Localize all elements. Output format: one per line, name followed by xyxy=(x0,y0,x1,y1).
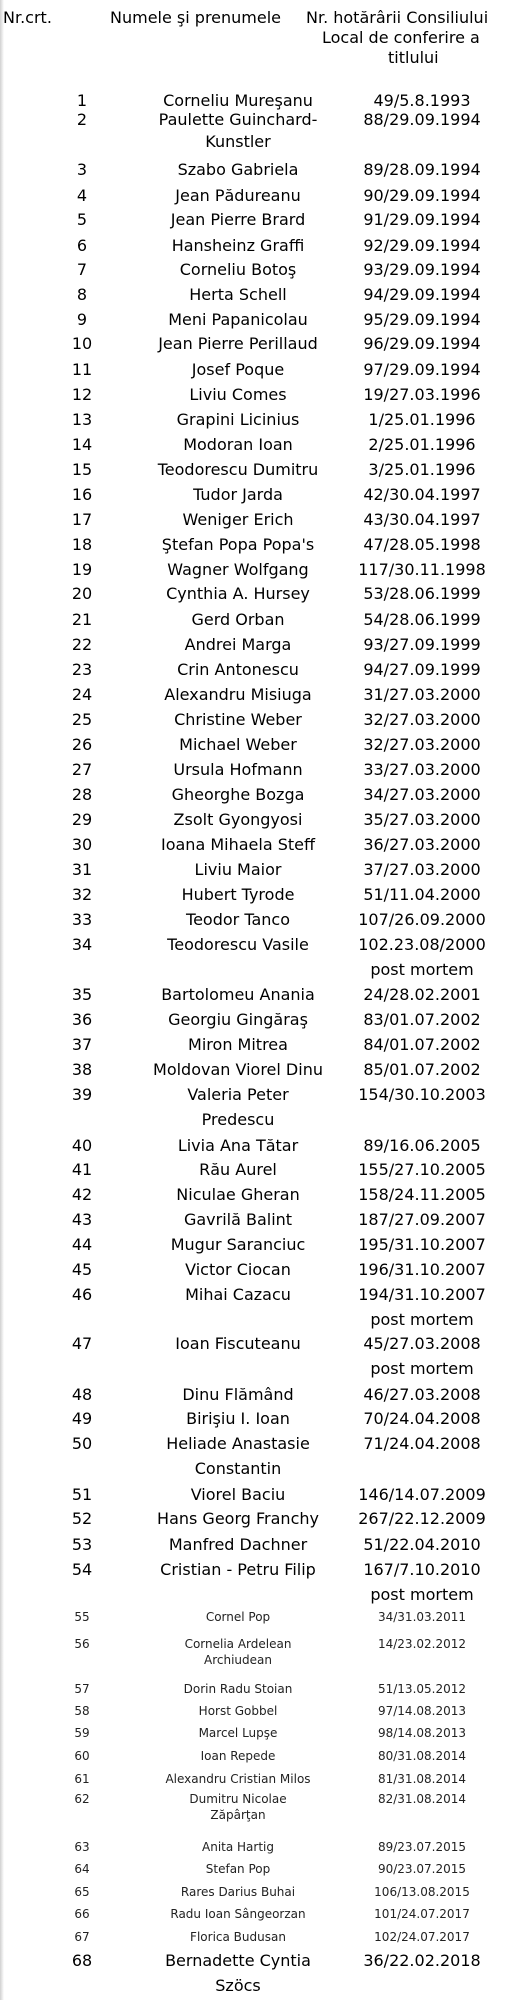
row-decision: 53/28.06.1999 xyxy=(363,584,481,603)
row-name: Alexandru Misiuga xyxy=(164,685,312,704)
row-nr: 62 xyxy=(74,1792,90,1806)
row-name: Meni Papanicolau xyxy=(168,310,308,329)
row-name: Jean Pierre Perillaud xyxy=(158,334,318,353)
row-name: Teodor Tanco xyxy=(186,910,290,929)
row-nr: 19 xyxy=(71,560,93,579)
row-decision: 95/29.09.1994 xyxy=(363,310,481,329)
row-decision-note: post mortem xyxy=(370,1310,474,1329)
row-name: Josef Poque xyxy=(191,360,285,379)
row-name: Liviu Maior xyxy=(194,860,282,879)
row-nr: 20 xyxy=(71,584,93,603)
row-name: Herta Schell xyxy=(189,285,287,304)
row-nr: 54 xyxy=(71,1560,93,1579)
row-decision: 1/25.01.1996 xyxy=(368,410,476,429)
row-nr: 64 xyxy=(74,1862,90,1876)
row-decision: 24/28.02.2001 xyxy=(363,985,481,1004)
row-decision: 34/27.03.2000 xyxy=(363,785,481,804)
row-decision: 45/27.03.2008 xyxy=(363,1334,481,1353)
row-decision: 90/23.07.2015 xyxy=(377,1862,467,1876)
row-nr: 46 xyxy=(71,1285,93,1304)
row-nr: 28 xyxy=(71,785,93,804)
row-decision-note: post mortem xyxy=(370,1585,474,1604)
row-decision: 88/29.09.1994 xyxy=(363,110,481,129)
row-nr: 39 xyxy=(71,1085,93,1104)
row-nr: 60 xyxy=(74,1749,90,1763)
row-nr: 43 xyxy=(71,1210,93,1229)
row-decision: 195/31.10.2007 xyxy=(358,1235,486,1254)
row-decision: 2/25.01.1996 xyxy=(368,435,476,454)
row-nr: 32 xyxy=(71,885,93,904)
row-name: Miron Mitrea xyxy=(188,1035,288,1054)
row-name: Liviu Comes xyxy=(189,385,287,404)
row-name: Heliade Anastasie xyxy=(166,1434,310,1453)
row-decision: 97/14.08.2013 xyxy=(377,1704,467,1718)
row-name: Georgiu Gingăraş xyxy=(168,1010,308,1029)
row-decision: 102.23.08/2000 xyxy=(358,935,486,954)
row-nr: 55 xyxy=(74,1610,90,1624)
row-nr: 40 xyxy=(71,1136,93,1155)
row-nr: 24 xyxy=(71,685,93,704)
row-decision: 154/30.10.2003 xyxy=(358,1085,486,1104)
row-nr: 61 xyxy=(74,1772,90,1786)
row-decision: 89/16.06.2005 xyxy=(363,1136,481,1155)
row-decision: 267/22.12.2009 xyxy=(358,1509,486,1528)
row-decision: 71/24.04.2008 xyxy=(363,1434,481,1453)
row-name: Valeria Peter xyxy=(187,1085,289,1104)
row-name: Viorel Baciu xyxy=(190,1485,286,1504)
row-name: Bartolomeu Anania xyxy=(161,985,315,1004)
row-decision: 146/14.07.2009 xyxy=(358,1485,486,1504)
row-nr: 4 xyxy=(76,186,88,205)
row-decision: 89/28.09.1994 xyxy=(363,160,481,179)
row-nr: 35 xyxy=(71,985,93,1004)
row-decision-note: post mortem xyxy=(370,960,474,979)
row-nr: 12 xyxy=(71,385,93,404)
row-name: Predescu xyxy=(201,1110,275,1129)
row-name: Corneliu Mureşanu xyxy=(163,91,313,110)
row-name: Anita Hartig xyxy=(202,1840,274,1854)
row-decision: 90/29.09.1994 xyxy=(363,186,481,205)
row-nr: 51 xyxy=(71,1485,93,1504)
row-name: Dinu Flămând xyxy=(182,1385,294,1404)
row-name: Andrei Marga xyxy=(184,635,292,654)
row-decision: 93/29.09.1994 xyxy=(363,260,481,279)
row-decision: 94/27.09.1999 xyxy=(363,660,481,679)
row-decision: 82/31.08.2014 xyxy=(377,1792,467,1806)
row-name: Szabo Gabriela xyxy=(177,160,299,179)
row-nr: 59 xyxy=(74,1726,90,1740)
row-name: Zăpârţan xyxy=(210,1808,266,1822)
row-decision: 32/27.03.2000 xyxy=(363,735,481,754)
row-decision: 155/27.10.2005 xyxy=(358,1160,486,1179)
header-decision-line-3: titlului xyxy=(388,48,439,67)
row-nr: 45 xyxy=(71,1260,93,1279)
row-nr: 38 xyxy=(71,1060,93,1079)
row-name: Christine Weber xyxy=(174,710,302,729)
row-decision: 117/30.11.1998 xyxy=(358,560,486,579)
row-nr: 33 xyxy=(71,910,93,929)
row-nr: 11 xyxy=(71,360,93,379)
row-name: Marcel Lupşe xyxy=(198,1726,278,1740)
row-decision: 32/27.03.2000 xyxy=(363,710,481,729)
row-name: Mihai Cazacu xyxy=(185,1285,291,1304)
row-nr: 31 xyxy=(71,860,93,879)
row-decision: 19/27.03.1996 xyxy=(363,385,481,404)
row-decision: 47/28.05.1998 xyxy=(363,535,481,554)
row-nr: 63 xyxy=(74,1840,90,1854)
row-nr: 56 xyxy=(74,1637,90,1651)
row-name: Jean Pierre Brard xyxy=(170,210,306,229)
row-nr: 9 xyxy=(76,310,88,329)
row-nr: 2 xyxy=(76,110,88,129)
row-name: Teodorescu Dumitru xyxy=(157,460,319,479)
header-decision-line-2: Local de conferire a xyxy=(322,28,480,47)
row-nr: 65 xyxy=(74,1885,90,1899)
row-name: Mugur Saranciuc xyxy=(170,1235,306,1254)
row-decision: 91/29.09.1994 xyxy=(363,210,481,229)
row-nr: 13 xyxy=(71,410,93,429)
row-decision: 37/27.03.2000 xyxy=(363,860,481,879)
row-decision: 93/27.09.1999 xyxy=(363,635,481,654)
row-decision: 107/26.09.2000 xyxy=(358,910,486,929)
row-nr: 23 xyxy=(71,660,93,679)
row-decision: 31/27.03.2000 xyxy=(363,685,481,704)
row-name: Cornel Pop xyxy=(205,1610,271,1624)
row-name: Jean Pădureanu xyxy=(175,186,301,205)
row-nr: 1 xyxy=(76,91,88,110)
row-name: Michael Weber xyxy=(179,735,297,754)
row-name: Alexandru Cristian Milos xyxy=(165,1772,311,1786)
row-nr: 42 xyxy=(71,1185,93,1204)
row-decision: 34/31.03.2011 xyxy=(377,1610,467,1624)
row-decision: 101/24.07.2017 xyxy=(374,1907,470,1921)
row-decision: 3/25.01.1996 xyxy=(368,460,476,479)
row-name: Ioan Fiscuteanu xyxy=(175,1334,301,1353)
row-decision: 51/11.04.2000 xyxy=(363,885,481,904)
row-name: Constantin xyxy=(194,1459,282,1478)
row-nr: 66 xyxy=(74,1907,90,1921)
row-name: Gavrilă Balint xyxy=(183,1210,293,1229)
row-name: Hans Georg Franchy xyxy=(157,1509,319,1528)
row-nr: 58 xyxy=(74,1704,90,1718)
row-nr: 30 xyxy=(71,835,93,854)
row-nr: 8 xyxy=(76,285,88,304)
row-name: Cristian - Petru Filip xyxy=(160,1560,316,1579)
row-decision: 97/29.09.1994 xyxy=(363,360,481,379)
row-decision: 36/22.02.2018 xyxy=(363,1951,481,1970)
row-nr: 48 xyxy=(71,1385,93,1404)
row-decision: 43/30.04.1997 xyxy=(363,510,481,529)
row-nr: 25 xyxy=(71,710,93,729)
row-name: Livia Ana Tătar xyxy=(177,1136,299,1155)
row-decision: 80/31.08.2014 xyxy=(377,1749,467,1763)
row-decision: 89/23.07.2015 xyxy=(377,1840,467,1854)
row-name: Ioana Mihaela Steff xyxy=(160,835,316,854)
row-decision: 46/27.03.2008 xyxy=(363,1385,481,1404)
header-nr-crt: Nr.crt. xyxy=(3,8,52,27)
row-name: Hansheinz Graffi xyxy=(171,236,305,255)
row-nr: 41 xyxy=(71,1160,93,1179)
row-name: Radu Ioan Sângeorzan xyxy=(170,1907,306,1921)
row-decision: 187/27.09.2007 xyxy=(358,1210,486,1229)
row-name: Moldovan Viorel Dinu xyxy=(153,1060,323,1079)
row-name: Teodorescu Vasile xyxy=(167,935,309,954)
row-nr: 50 xyxy=(71,1434,93,1453)
row-name: Cynthia A. Hursey xyxy=(166,584,310,603)
row-decision: 167/7.10.2010 xyxy=(363,1560,481,1579)
row-name: Dumitru Nicolae xyxy=(189,1792,287,1806)
row-name: Gerd Orban xyxy=(191,610,285,629)
row-name: Weniger Erich xyxy=(182,510,294,529)
row-name: Ştefan Popa Popa's xyxy=(161,535,315,554)
row-nr: 36 xyxy=(71,1010,93,1029)
row-nr: 27 xyxy=(71,760,93,779)
row-decision: 102/24.07.2017 xyxy=(374,1930,470,1944)
row-decision: 14/23.02.2012 xyxy=(377,1637,467,1651)
row-name: Zsolt Gyongyosi xyxy=(173,810,303,829)
row-nr: 6 xyxy=(76,236,88,255)
row-name: Modoran Ioan xyxy=(183,435,293,454)
row-name: Ursula Hofmann xyxy=(173,760,303,779)
row-name: Cornelia Ardelean xyxy=(184,1637,292,1651)
row-decision: 96/29.09.1994 xyxy=(363,334,481,353)
row-name: Paulette Guinchard- xyxy=(158,110,318,129)
row-nr: 47 xyxy=(71,1334,93,1353)
row-name: Bernadette Cyntia xyxy=(165,1951,311,1970)
row-name: Niculae Gheran xyxy=(176,1185,300,1204)
row-decision: 51/22.04.2010 xyxy=(363,1535,481,1554)
row-name: Hubert Tyrode xyxy=(181,885,295,904)
row-name: Horst Gobbel xyxy=(198,1704,278,1718)
row-name: Tudor Jarda xyxy=(193,485,283,504)
row-name: Ioan Repede xyxy=(200,1749,276,1763)
row-name: Victor Ciocan xyxy=(185,1260,291,1279)
row-decision-note: post mortem xyxy=(370,1359,474,1378)
row-decision: 98/14.08.2013 xyxy=(377,1726,467,1740)
row-decision: 54/28.06.1999 xyxy=(363,610,481,629)
row-decision: 84/01.07.2002 xyxy=(363,1035,481,1054)
row-decision: 42/30.04.1997 xyxy=(363,485,481,504)
row-decision: 36/27.03.2000 xyxy=(363,835,481,854)
row-nr: 3 xyxy=(76,160,88,179)
row-name: Szöcs xyxy=(215,1976,261,1995)
row-decision: 33/27.03.2000 xyxy=(363,760,481,779)
row-nr: 37 xyxy=(71,1035,93,1054)
row-name: Florica Budusan xyxy=(190,1930,286,1944)
row-nr: 21 xyxy=(71,610,93,629)
row-nr: 15 xyxy=(71,460,93,479)
row-name: Gheorghe Bozga xyxy=(171,785,305,804)
header-decision-line-1: Nr. hotărârii Consiliului xyxy=(306,8,489,27)
row-nr: 7 xyxy=(76,260,88,279)
row-name: Birişiu I. Ioan xyxy=(186,1409,290,1428)
row-name: Stefan Pop xyxy=(205,1862,271,1876)
row-name: Wagner Wolfgang xyxy=(167,560,309,579)
row-name: Manfred Dachner xyxy=(168,1535,308,1554)
row-nr: 44 xyxy=(71,1235,93,1254)
row-decision: 194/31.10.2007 xyxy=(358,1285,486,1304)
row-name: Archiudean xyxy=(204,1653,272,1667)
row-nr: 5 xyxy=(76,210,88,229)
row-nr: 10 xyxy=(71,334,93,353)
row-decision: 92/29.09.1994 xyxy=(363,236,481,255)
row-decision: 94/29.09.1994 xyxy=(363,285,481,304)
row-nr: 29 xyxy=(71,810,93,829)
header-name: Numele şi prenumele xyxy=(110,8,282,27)
row-decision: 70/24.04.2008 xyxy=(363,1409,481,1428)
row-nr: 34 xyxy=(71,935,93,954)
row-decision: 81/31.08.2014 xyxy=(377,1772,467,1786)
row-name: Rău Aurel xyxy=(199,1160,277,1179)
row-name: Grapini Licinius xyxy=(176,410,300,429)
row-nr: 17 xyxy=(71,510,93,529)
row-nr: 57 xyxy=(74,1682,90,1696)
row-name: Rares Darius Buhai xyxy=(180,1885,296,1899)
row-nr: 52 xyxy=(71,1509,93,1528)
row-nr: 22 xyxy=(71,635,93,654)
row-name: Kunstler xyxy=(205,132,271,151)
row-name: Crin Antonescu xyxy=(177,660,299,679)
row-decision: 106/13.08.2015 xyxy=(374,1885,470,1899)
row-decision: 196/31.10.2007 xyxy=(358,1260,486,1279)
row-nr: 18 xyxy=(71,535,93,554)
row-nr: 53 xyxy=(71,1535,93,1554)
row-decision: 49/5.8.1993 xyxy=(373,91,471,110)
row-nr: 14 xyxy=(71,435,93,454)
row-nr: 67 xyxy=(74,1930,90,1944)
row-decision: 83/01.07.2002 xyxy=(363,1010,481,1029)
row-nr: 49 xyxy=(71,1409,93,1428)
row-name: Corneliu Botoş xyxy=(179,260,297,279)
row-nr: 26 xyxy=(71,735,93,754)
row-decision: 51/13.05.2012 xyxy=(377,1682,467,1696)
row-name: Dorin Radu Stoian xyxy=(183,1682,293,1696)
row-decision: 35/27.03.2000 xyxy=(363,810,481,829)
row-decision: 158/24.11.2005 xyxy=(358,1185,486,1204)
row-nr: 16 xyxy=(71,485,93,504)
row-decision: 85/01.07.2002 xyxy=(363,1060,481,1079)
row-nr: 68 xyxy=(71,1951,93,1970)
